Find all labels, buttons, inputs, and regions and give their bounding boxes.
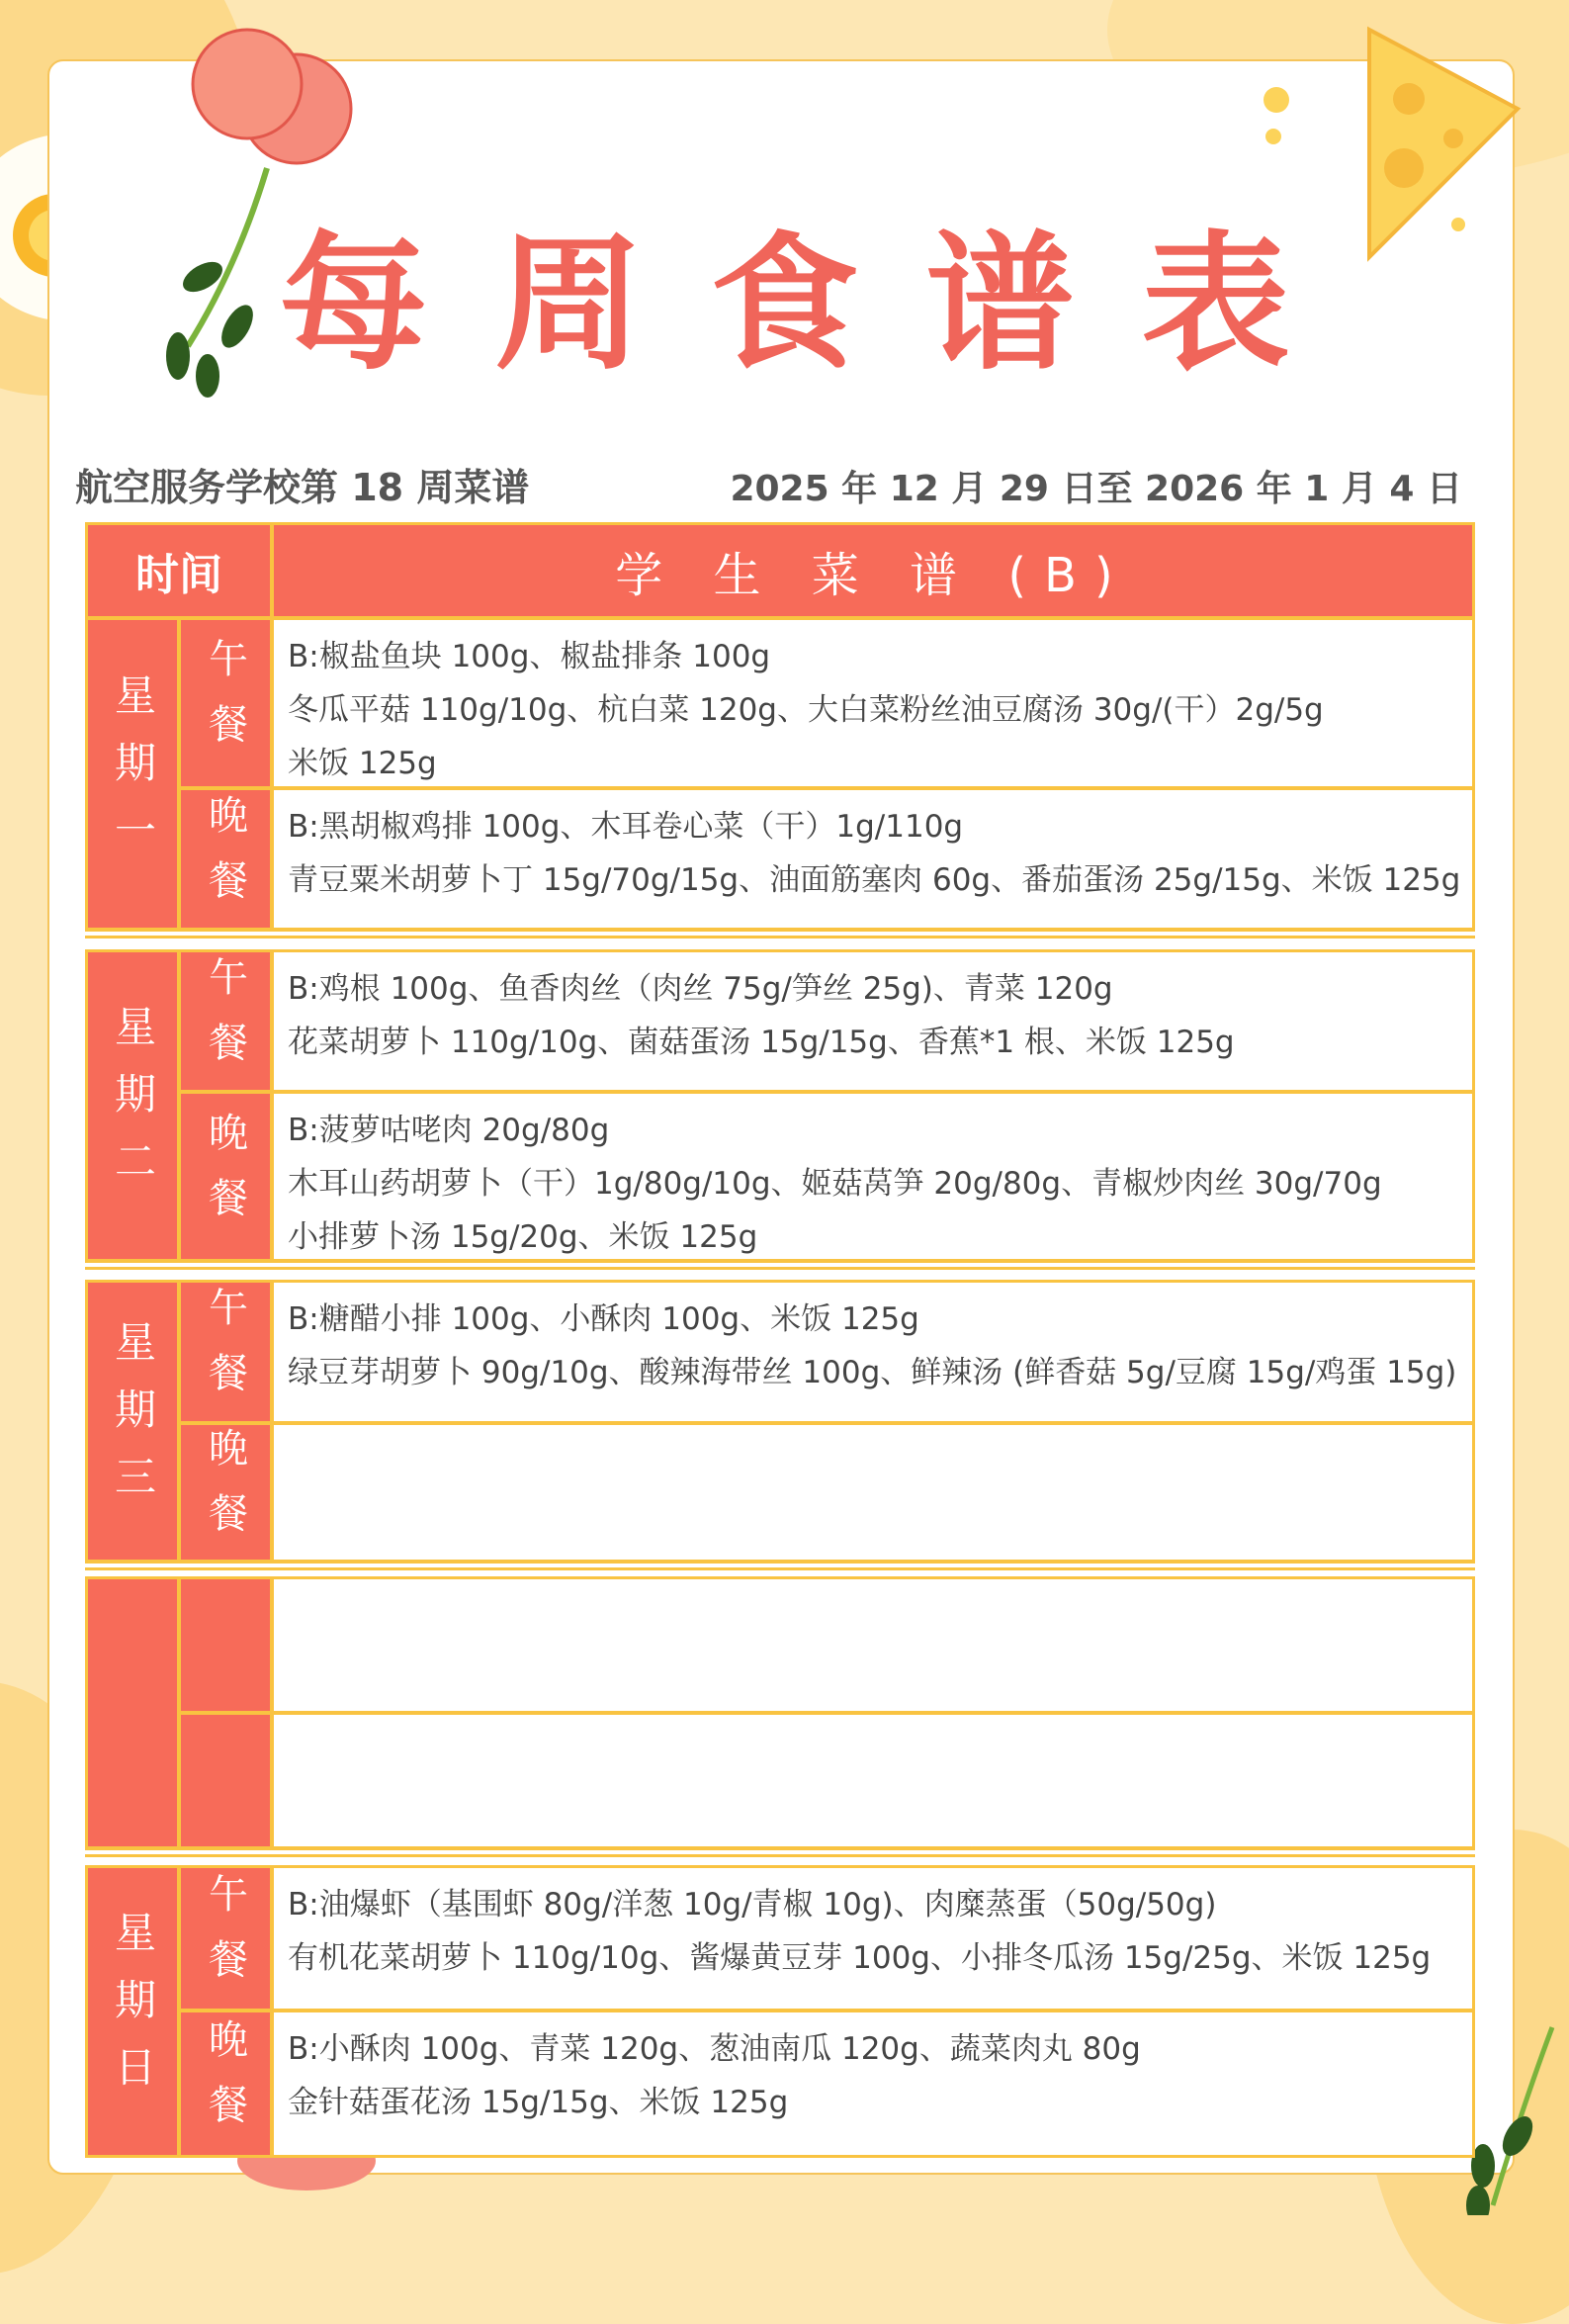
date-range: 2025 年 12 月 29 日至 2026 年 1 月 4 日 bbox=[730, 469, 1462, 509]
dinner-menu bbox=[271, 1422, 1475, 1563]
sausage-icon bbox=[227, 2151, 386, 2210]
lunch-menu bbox=[271, 1576, 1475, 1714]
menu-line: B:黑胡椒鸡排 100g、木耳卷心菜（干）1g/110g bbox=[288, 809, 964, 845]
day-label: 星期日 bbox=[109, 1911, 157, 2112]
menu-line: 木耳山药胡萝卜（干）1g/80g/10g、姬菇莴笋 20g/80g、青椒炒肉丝 30g/70g bbox=[288, 1166, 1382, 1202]
row-separator bbox=[85, 1561, 1475, 1570]
meal-label: 晚餐 bbox=[202, 793, 248, 925]
dinner-menu bbox=[271, 2010, 1475, 2158]
header-time: 时间 bbox=[85, 522, 273, 619]
day-label: 星期一 bbox=[109, 672, 157, 875]
page-title: 每周食谱表 bbox=[279, 219, 1357, 391]
meal-label: 午餐 bbox=[202, 1873, 248, 2004]
header-menu: 学 生 菜 谱 (B) bbox=[271, 522, 1475, 619]
day-cell bbox=[85, 617, 180, 931]
menu-line: B:油爆虾（基围虾 80g/洋葱 10g/青椒 10g)、肉糜蒸蛋（50g/50g) bbox=[288, 1887, 1217, 1922]
lunch-menu bbox=[271, 949, 1475, 1093]
lunch-cell bbox=[178, 1576, 273, 1714]
menu-line: 米饭 125g bbox=[288, 746, 437, 781]
meal-label: 晚餐 bbox=[202, 2018, 248, 2149]
dinner-cell bbox=[178, 787, 273, 931]
meal-label: 晚餐 bbox=[202, 1111, 248, 1242]
yellow-dot bbox=[1265, 129, 1281, 144]
dinner-cell bbox=[178, 1422, 273, 1563]
menu-line: B:鸡根 100g、鱼香肉丝（肉丝 75g/笋丝 25g)、青菜 120g bbox=[288, 971, 1113, 1007]
school-week-label: 航空服务学校第 18 周菜谱 bbox=[75, 466, 530, 509]
row-separator bbox=[85, 929, 1475, 939]
day-cell bbox=[85, 949, 180, 1262]
day-cell bbox=[85, 1280, 180, 1563]
lunch-menu bbox=[271, 1280, 1475, 1424]
menu-line: 绿豆芽胡萝卜 90g/10g、酸辣海带丝 100g、鲜辣汤 (鲜香菇 5g/豆腐 15g/鸡蛋 15g) bbox=[288, 1355, 1457, 1390]
meal-label: 午餐 bbox=[202, 955, 248, 1087]
meal-label: 午餐 bbox=[202, 638, 248, 768]
lunch-cell bbox=[178, 1865, 273, 2011]
meal-label: 午餐 bbox=[202, 1287, 248, 1417]
lunch-cell bbox=[178, 1280, 273, 1424]
day-label: 星期三 bbox=[109, 1320, 157, 1522]
menu-line: 金针菇蛋花汤 15g/15g、米饭 125g bbox=[288, 2085, 789, 2120]
lunch-cell bbox=[178, 617, 273, 789]
yellow-dot bbox=[1264, 87, 1289, 113]
menu-line: 冬瓜平菇 110g/10g、杭白菜 120g、大白菜粉丝油豆腐汤 30g/(干）2g/5g bbox=[288, 692, 1324, 728]
menu-line: 小排萝卜汤 15g/20g、米饭 125g bbox=[288, 1219, 758, 1255]
row-separator bbox=[85, 1260, 1475, 1270]
day-label: 星期二 bbox=[109, 1005, 157, 1207]
lunch-menu bbox=[271, 1865, 1475, 2011]
menu-line: B:菠萝咕咾肉 20g/80g bbox=[288, 1113, 610, 1148]
lunch-cell bbox=[178, 949, 273, 1093]
menu-line: 青豆粟米胡萝卜丁 15g/70g/15g、油面筋塞肉 60g、番茄蛋汤 25g/15g、米饭 125g bbox=[288, 862, 1461, 898]
meal-label: 晚餐 bbox=[202, 1427, 248, 1558]
dinner-menu bbox=[271, 1091, 1475, 1262]
day-cell bbox=[85, 1865, 180, 2158]
dinner-menu bbox=[271, 787, 1475, 931]
menu-line: B:椒盐鱼块 100g、椒盐排条 100g bbox=[288, 639, 771, 674]
menu-line: 花菜胡萝卜 110g/10g、菌菇蛋汤 15g/15g、香蕉*1 根、米饭 125g bbox=[288, 1025, 1235, 1060]
menu-line: 有机花菜胡萝卜 110g/10g、酱爆黄豆芽 100g、小排冬瓜汤 15g/25g、米饭 125g bbox=[288, 1940, 1432, 1976]
lunch-menu bbox=[271, 617, 1475, 789]
menu-line: B:糖醋小排 100g、小酥肉 100g、米饭 125g bbox=[288, 1301, 919, 1337]
dinner-menu bbox=[271, 1712, 1475, 1849]
dinner-cell bbox=[178, 1091, 273, 1262]
row-separator bbox=[85, 1847, 1475, 1857]
day-cell bbox=[85, 1576, 180, 1849]
menu-line: B:小酥肉 100g、青菜 120g、葱油南瓜 120g、蔬菜肉丸 80g bbox=[288, 2031, 1141, 2067]
dinner-cell bbox=[178, 1712, 273, 1849]
dinner-cell bbox=[178, 2010, 273, 2158]
